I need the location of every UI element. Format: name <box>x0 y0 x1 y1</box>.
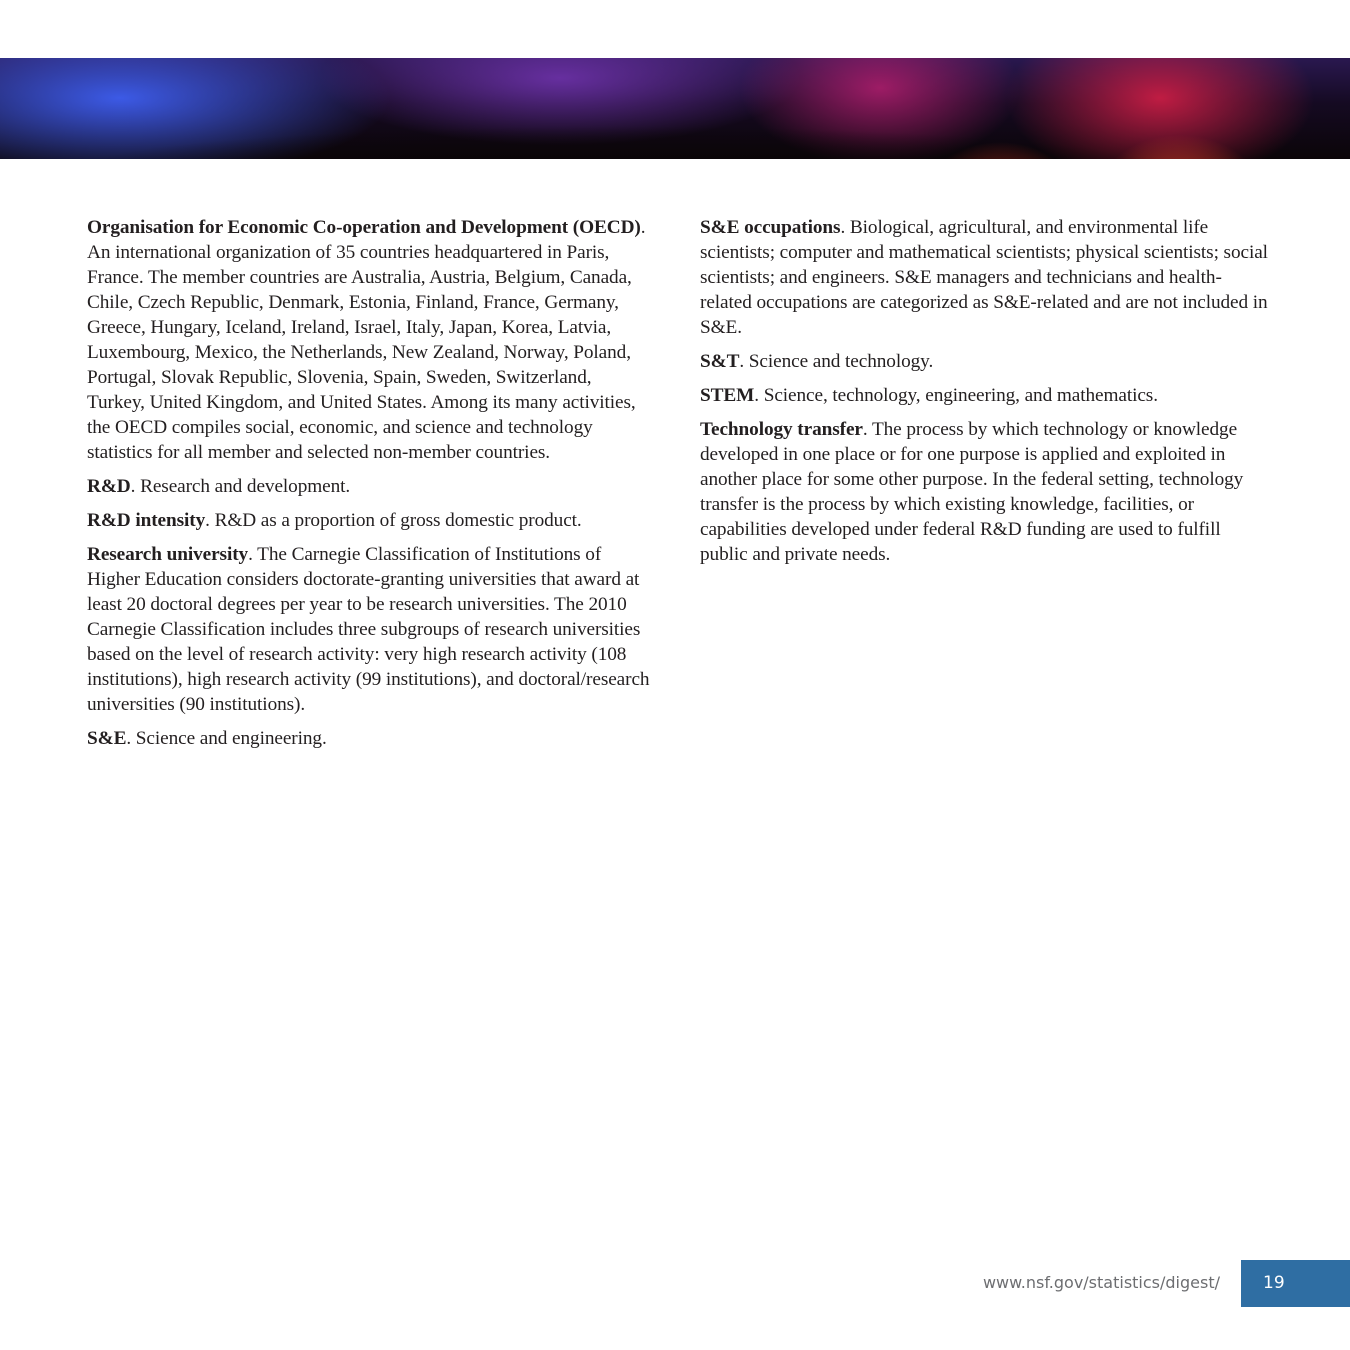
glossary-term: S&T <box>700 351 740 372</box>
glossary-definition: . Research and development. <box>130 476 351 497</box>
glossary-definition: . Science, technology, engineering, and mathematics. <box>754 385 1158 406</box>
glossary-definition: . An international organization of 35 countries headquartered in Paris, France. The member countries are Australia, Austria, Belgium, Canada, Chile, Czech Republic, Denmark, Estonia, Finland, France, Germany, Greece, Hungary, Iceland, Ireland, Israel, Italy, Japan, Korea, Latvia, Luxembourg, Mexico, the Netherlands, New Zealand, Norway, Poland, Portugal, Slovak Republic, Slovenia, Spain, Sweden, Switzerland, Turkey, United Kingdom, and United States. Among its many activities, the OECD compiles social, economic, and science and technology statistics for all member and selected non-member countries. <box>87 217 646 463</box>
page-number-badge: 19 <box>1241 1260 1350 1307</box>
header-banner-image <box>0 58 1350 159</box>
glossary-entry-technology-transfer <box>700 417 1268 567</box>
glossary-entry-rd <box>87 474 653 499</box>
glossary-term: Technology transfer <box>700 419 863 440</box>
glossary-definition: . The process by which technology or knowledge developed in one place or for one purpose is applied and exploited in another place for some other purpose. In the federal setting, technology transfer is the process by which existing knowledge, facilities, or capabilities developed under federal R&D funding are used to fulfill public and private needs. <box>700 419 1244 565</box>
glossary-term: S&E <box>87 728 127 749</box>
glossary-definition: . The Carnegie Classification of Institutions of Higher Education considers doctorate-granting universities that award at least 20 doctoral degrees per year to be research universities. The 2010 Carnegie Classification includes three subgroups of research universities based on the level of research activity: very high research activity (108 institutions), high research activity (99 institutions), and doctoral/research universities (90 institutions). <box>87 544 650 715</box>
glossary-entry-stem <box>700 383 1268 408</box>
glossary-entry-st <box>700 349 1268 374</box>
glossary-term: S&E occupations <box>700 217 841 238</box>
glossary-entry-oecd <box>87 215 653 465</box>
glossary-entry-research-university <box>87 542 653 717</box>
glossary-entry-rd-intensity <box>87 508 653 533</box>
glossary-term: STEM <box>700 385 755 406</box>
glossary-entry-se-occupations <box>700 215 1268 340</box>
glossary-definition: . Science and technology. <box>739 351 934 372</box>
glossary-term: R&D <box>87 476 131 497</box>
footer-url-link[interactable]: www.nsf.gov/statistics/digest/ <box>982 1273 1220 1292</box>
glossary-column-left <box>87 215 653 760</box>
glossary-entry-se <box>87 726 653 751</box>
glossary-definition: . Science and engineering. <box>126 728 327 749</box>
glossary-term: Organisation for Economic Co-operation and Development (OECD) <box>87 217 641 238</box>
glossary-column-right <box>700 215 1268 576</box>
glossary-term: R&D intensity <box>87 510 206 531</box>
glossary-definition: . R&D as a proportion of gross domestic product. <box>205 510 582 531</box>
glossary-definition: . Biological, agricultural, and environmental life scientists; computer and mathematical scientists; physical scientists; social scientists; and engineers. S&E managers and technicians and health-related occupations are categorized as S&E-related and are not included in S&E. <box>700 217 1268 338</box>
glossary-term: Research university <box>87 544 249 565</box>
